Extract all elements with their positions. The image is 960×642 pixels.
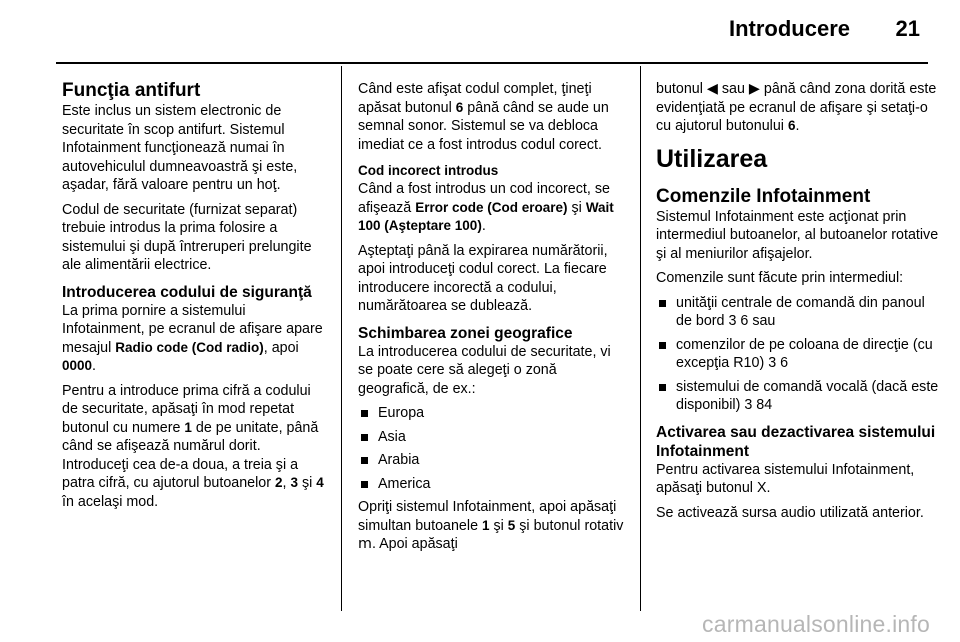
rotary-knob-icon: m — [358, 536, 372, 552]
list-item: comenzilor de pe coloana de direcţie (cu excepţia R10) 3 6 — [656, 336, 944, 373]
button-number: 3 — [290, 475, 298, 490]
paragraph: Când a fost introdus un cod incorect, se afişează Error code (Cod eroare) şi Wait 100 (Aşteptare 100). — [358, 181, 614, 234]
display-message: Wait 100 (Aşteptare 100) — [358, 199, 614, 233]
regions-list — [358, 404, 624, 493]
header-rule — [56, 62, 928, 64]
column-divider-1 — [341, 66, 342, 611]
button-number: 4 — [316, 475, 324, 490]
heading-activarea: Activarea sau dezactivarea sistemului Infotainment — [656, 423, 936, 460]
paragraph: Se activează sursa audio utilizată anterior. — [656, 504, 924, 521]
heading-utilizarea: Utilizarea — [656, 144, 768, 173]
column-3 — [656, 80, 944, 528]
column-2 — [358, 80, 624, 560]
display-message: 0000 — [62, 358, 93, 373]
bullet-square-icon — [361, 410, 368, 417]
list-item: sistemului de comandă vocală (dacă este disponibil) 3 84 — [656, 378, 944, 415]
paragraph: Pentru activarea sistemului Infotainment, apăsaţi butonul X. — [656, 461, 915, 496]
paragraph: La prima pornire a sistemului Infotainment, pe ecranul de afişare apare mesajul Radio code (Cod radio), apoi 0000. — [62, 302, 323, 374]
paragraph: Opriţi sistemul Infotainment, apoi apăsaţi simultan butoanele 1 şi 5 şi butonul rotativ m. Apoi apăsaţi — [358, 499, 624, 552]
heading-comenzile: Comenzile Infotainment — [656, 185, 871, 207]
button-number: 1 — [184, 419, 192, 435]
page-number: 21 — [895, 16, 920, 41]
button-number: 2 — [275, 475, 283, 490]
heading-cod-incorect: Cod incorect introdus — [358, 163, 499, 178]
button-number: 1 — [482, 517, 490, 533]
paragraph: Este inclus un sistem electronic de securitate în scop antifurt. Sistemul Infotainment funcţionează numai în autovehiculul dumneavoastră şi este, aşadar, fără valoare pentru un hoţ. — [62, 103, 298, 193]
bullet-square-icon — [361, 457, 368, 464]
power-button-icon: X — [756, 480, 767, 496]
button-number: 5 — [507, 517, 516, 533]
bullet-square-icon — [361, 481, 368, 488]
arrow-left-icon: ◀ — [706, 81, 718, 97]
paragraph: Comenzile sunt făcute prin intermediul: — [656, 270, 904, 286]
watermark: carmanualsonline.info — [702, 611, 930, 637]
column-divider-2 — [640, 66, 641, 611]
bullet-square-icon — [361, 434, 368, 441]
column-1 — [62, 80, 328, 517]
page-header — [0, 0, 960, 60]
heading-zona-geografica: Schimbarea zonei geografice — [358, 324, 573, 342]
display-message: Radio code (Cod radio) — [115, 339, 264, 355]
heading-introducerea-codului: Introducerea codului de siguranţă — [62, 283, 312, 301]
bullet-square-icon — [659, 342, 666, 349]
list-item: unităţii centrale de comandă din panoul de bord 3 6 sau — [656, 294, 944, 331]
paragraph: Pentru a introduce prima cifră a codului de securitate, apăsaţi în mod repetat butonul cu numere 1 de pe unitate, până când se afişează numărul dorit. Introduceţi cea de-a doua, a treia şi a patra cifră, cu ajutorul butoanelor 2, 3 şi 4 în acelaşi mod. — [62, 382, 324, 510]
paragraph: butonul ◀ sau ▶ până când zona dorită este evidenţiată pe ecranul de afişare şi setaţi-o cu ajutorul butonului 6. — [656, 81, 937, 134]
heading-antifurt: Funcţia antifurt — [62, 80, 201, 101]
button-number: 6 — [455, 99, 464, 115]
button-number: 6 — [787, 118, 796, 133]
list-item: Europa — [358, 404, 624, 423]
paragraph: Aşteptaţi până la expirarea numărătorii, apoi introduceţi codul corect. La fiecare introducere incorectă a codului, numărătoarea se dublează. — [358, 242, 608, 314]
bullet-square-icon — [659, 300, 666, 307]
section-title: Introducere — [728, 16, 850, 41]
paragraph: La introducerea codului de securitate, vi se poate cere să alegeţi o zonă geografică, de ex.: — [358, 343, 611, 397]
paragraph: Codul de securitate (furnizat separat) trebuie introdus la prima folosire a sistemului şi după întreruperi prelungite ale alimentării electrice. — [62, 201, 312, 273]
paragraph: Sistemul Infotainment este acţionat prin intermediul butoanelor, al butoanelor rotative şi al meniurilor afişajelor. — [656, 208, 939, 262]
controls-list — [656, 294, 944, 415]
display-message: Error code (Cod eroare) — [415, 199, 568, 215]
bullet-square-icon — [659, 384, 666, 391]
list-item: America — [358, 475, 624, 494]
list-item: Arabia — [358, 451, 624, 470]
paragraph: Când este afişat codul complet, ţineţi apăsat butonul 6 până când se aude un semnal sonor. Sistemul se va debloca imediat ce a fost introdus codul corect. — [358, 81, 609, 153]
page-ref-icon: 3 — [768, 355, 777, 371]
list-item: Asia — [358, 428, 624, 447]
page-ref-icon: 3 — [728, 313, 737, 329]
arrow-right-icon: ▶ — [748, 81, 760, 97]
page-ref-icon: 3 — [744, 397, 753, 413]
